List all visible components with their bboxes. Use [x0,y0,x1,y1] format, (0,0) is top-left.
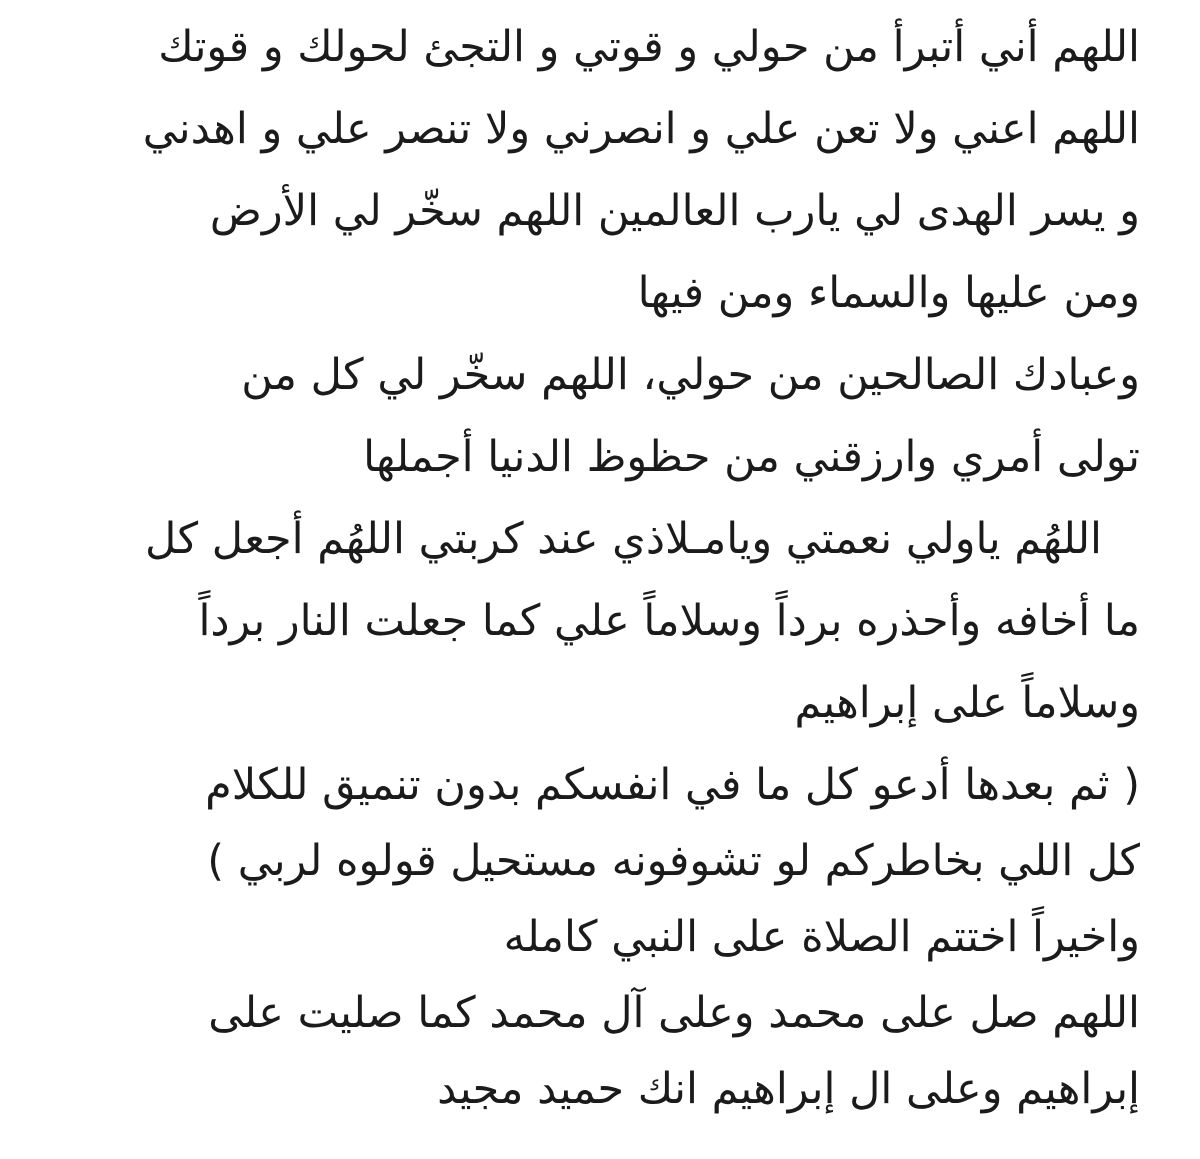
text-line-14: إبراهيم وعلى ال إبراهيم انك حميد مجيد [437,1064,1140,1114]
text-line-13: اللهم صل على محمد وعلى آل محمد كما صليت على [208,988,1140,1038]
text-line-10: ( ثم بعدها أدعو كل ما في انفسكم بدون تنميق للكلام [205,760,1140,810]
text-line-8: ما أخافه وأحذره برداً وسلاماً علي كما جعلت النار برداً [198,596,1140,646]
text-line-7: اللهُم ياولي نعمتي ويامـلاذي عند كربتي اللهُم أجعل كل [145,514,1102,564]
text-line-3: و يسر الهدى لي يارب العالمين اللهم سخّر لي الأرض [209,186,1140,236]
text-line-4: ومن عليها والسماء ومن فيها [637,268,1140,318]
text-line-5: وعبادك الصالحين من حولي، اللهم سخّر لي كل من [241,350,1140,400]
text-line-6: تولى أمري وارزقني من حظوظ الدنيا أجملها [363,432,1140,482]
text-line-11: كل اللي بخاطركم لو تشوفونه مستحيل قولوه لربي ) [207,836,1140,886]
text-line-2: اللهم اعني ولا تعن علي و انصرني ولا تنصر علي و اهدني [142,104,1140,154]
text-line-12: واخيراً اختتم الصلاة على النبي كامله [503,912,1140,962]
text-line-1: اللهم أني أتبرأ من حولي و قوتي و التجئ لحولك و قوتك [158,22,1140,72]
text-line-9: وسلاماً على إبراهيم [794,678,1140,728]
supplication-text [40,18,1140,1136]
